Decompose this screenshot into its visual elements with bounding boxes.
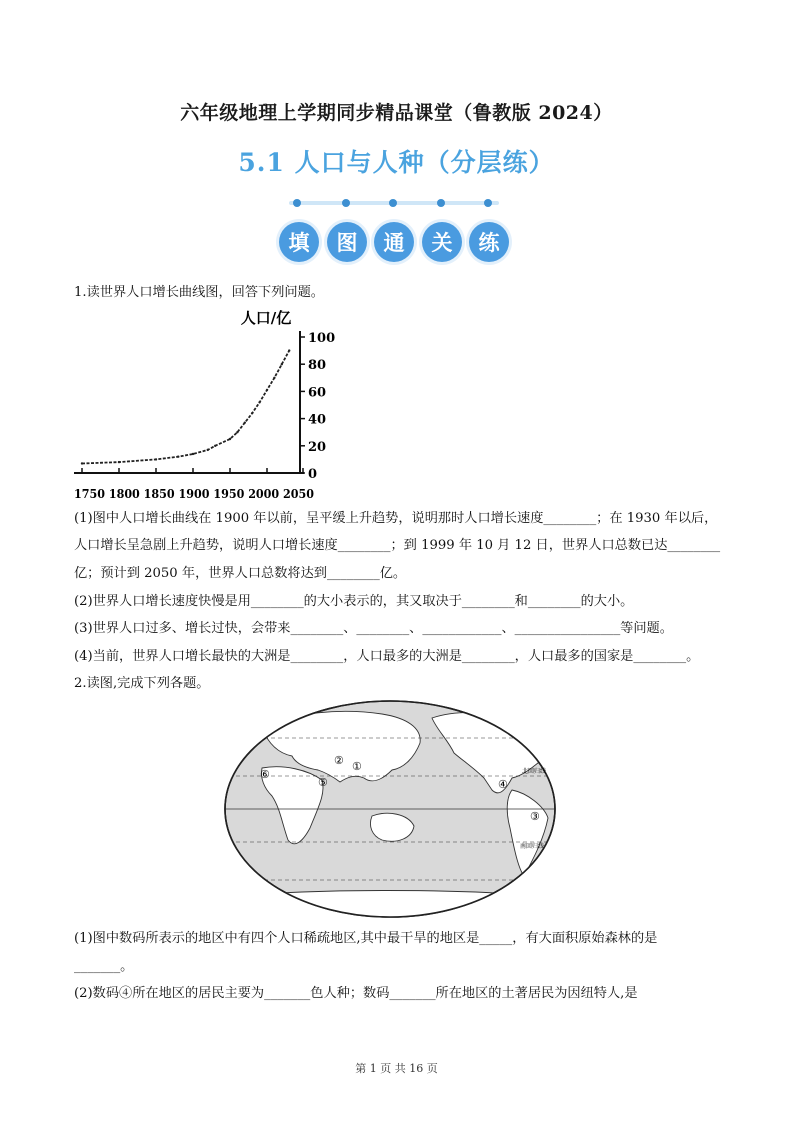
chart-data-point bbox=[266, 389, 268, 391]
chart-series-line bbox=[82, 351, 289, 464]
chart-data-point bbox=[281, 363, 283, 365]
chart-x-tick-labels: 1750 1800 1850 1900 1950 2000 2050 bbox=[74, 487, 314, 501]
decorative-dot bbox=[342, 199, 350, 207]
chart-data-point bbox=[155, 458, 157, 460]
chart-y-tick-label: 20 bbox=[308, 439, 327, 455]
page-footer: 第 1 页 共 16 页 bbox=[355, 1062, 438, 1075]
q2-part1-line1: (1)图中数码所表示的地区中有四个人口稀疏地区,其中最干旱的地区是_____，有大面积原始森林的是 bbox=[74, 931, 658, 946]
section-badge: 关 bbox=[422, 222, 462, 262]
map-label: ③ bbox=[530, 810, 540, 823]
chart-data-point bbox=[244, 421, 246, 423]
population-chart bbox=[74, 305, 336, 505]
q2-part2: (2)数码④所在地区的居民主要为_______色人种；数码_______所在地区的土著居民为因纽特人,是 bbox=[74, 986, 638, 1001]
question-2-stem: 2.读图,完成下列各题。 bbox=[74, 676, 210, 691]
decorative-dot bbox=[437, 199, 445, 207]
decorative-dot bbox=[293, 199, 301, 207]
section-badge: 通 bbox=[374, 222, 414, 262]
series-title: 六年级地理上学期同步精品课堂（鲁教版 2024） bbox=[180, 102, 613, 124]
chart-data-point bbox=[207, 449, 209, 451]
question-1-stem: 1.读世界人口增长曲线图，回答下列问题。 bbox=[74, 285, 324, 300]
decorative-dot bbox=[484, 199, 492, 207]
chart-y-tick-label: 0 bbox=[308, 467, 318, 482]
chart-data-point bbox=[192, 453, 194, 455]
map-latitude-label: 北回归线 bbox=[522, 768, 547, 775]
chart-data-point bbox=[118, 461, 120, 463]
world-map bbox=[222, 698, 558, 920]
chart-y-tick-label: 80 bbox=[308, 358, 327, 374]
chart-data-point bbox=[288, 349, 290, 351]
chart-y-tick-label: 40 bbox=[308, 412, 327, 428]
chart-data-point bbox=[81, 462, 83, 464]
section-badge: 填 bbox=[279, 222, 319, 262]
map-label: ⑤ bbox=[318, 776, 328, 789]
chart-data-point bbox=[258, 401, 260, 403]
q1-part1-line3: 亿；预计到 2050 年，世界人口总数将达到________亿。 bbox=[74, 566, 407, 581]
q1-part4: (4)当前，世界人口增长最快的大洲是________，人口最多的大洲是________，人口最多的国家是________。 bbox=[74, 649, 700, 664]
chart-y-tick-label: 100 bbox=[308, 331, 336, 346]
section-badge: 图 bbox=[327, 222, 367, 262]
chart-data-point bbox=[177, 455, 179, 457]
lesson-title: 5.1 人口与人种（分层练） bbox=[238, 148, 555, 177]
q1-part1-line1: (1)图中人口增长曲线在 1900 年以前，呈平缓上升趋势，说明那时人口增长速度________；在 1930 年以后， bbox=[74, 511, 718, 526]
map-label: ⑥ bbox=[260, 768, 270, 781]
chart-data-point bbox=[251, 412, 253, 414]
map-latitude-label: 南回归线 bbox=[520, 843, 545, 850]
q1-part2: (2)世界人口增长速度快慢是用________的大小表示的，其又取决于________和________的大小。 bbox=[74, 594, 634, 609]
chart-data-point bbox=[236, 431, 238, 433]
map-label: ④ bbox=[498, 778, 508, 791]
chart-data-point bbox=[214, 445, 216, 447]
decorative-dot bbox=[389, 199, 397, 207]
chart-y-axis-label: 人口/亿 bbox=[240, 309, 292, 327]
chart-data-point bbox=[273, 377, 275, 379]
map-label: ① bbox=[352, 760, 362, 773]
q2-part1-line2: _______。 bbox=[74, 959, 134, 974]
chart-data-point bbox=[229, 438, 231, 440]
map-label: ② bbox=[334, 754, 344, 767]
section-badge: 练 bbox=[469, 222, 509, 262]
q1-part3: (3)世界人口过多、增长过快，会带来________、________、____________、________________等问题。 bbox=[74, 621, 673, 636]
chart-y-tick-label: 60 bbox=[308, 385, 327, 401]
q1-part1-line2: 人口增长呈急剧上升趋势，说明人口增长速度________；到 1999 年 10 月 12 日，世界人口总数已达________ bbox=[74, 538, 721, 553]
